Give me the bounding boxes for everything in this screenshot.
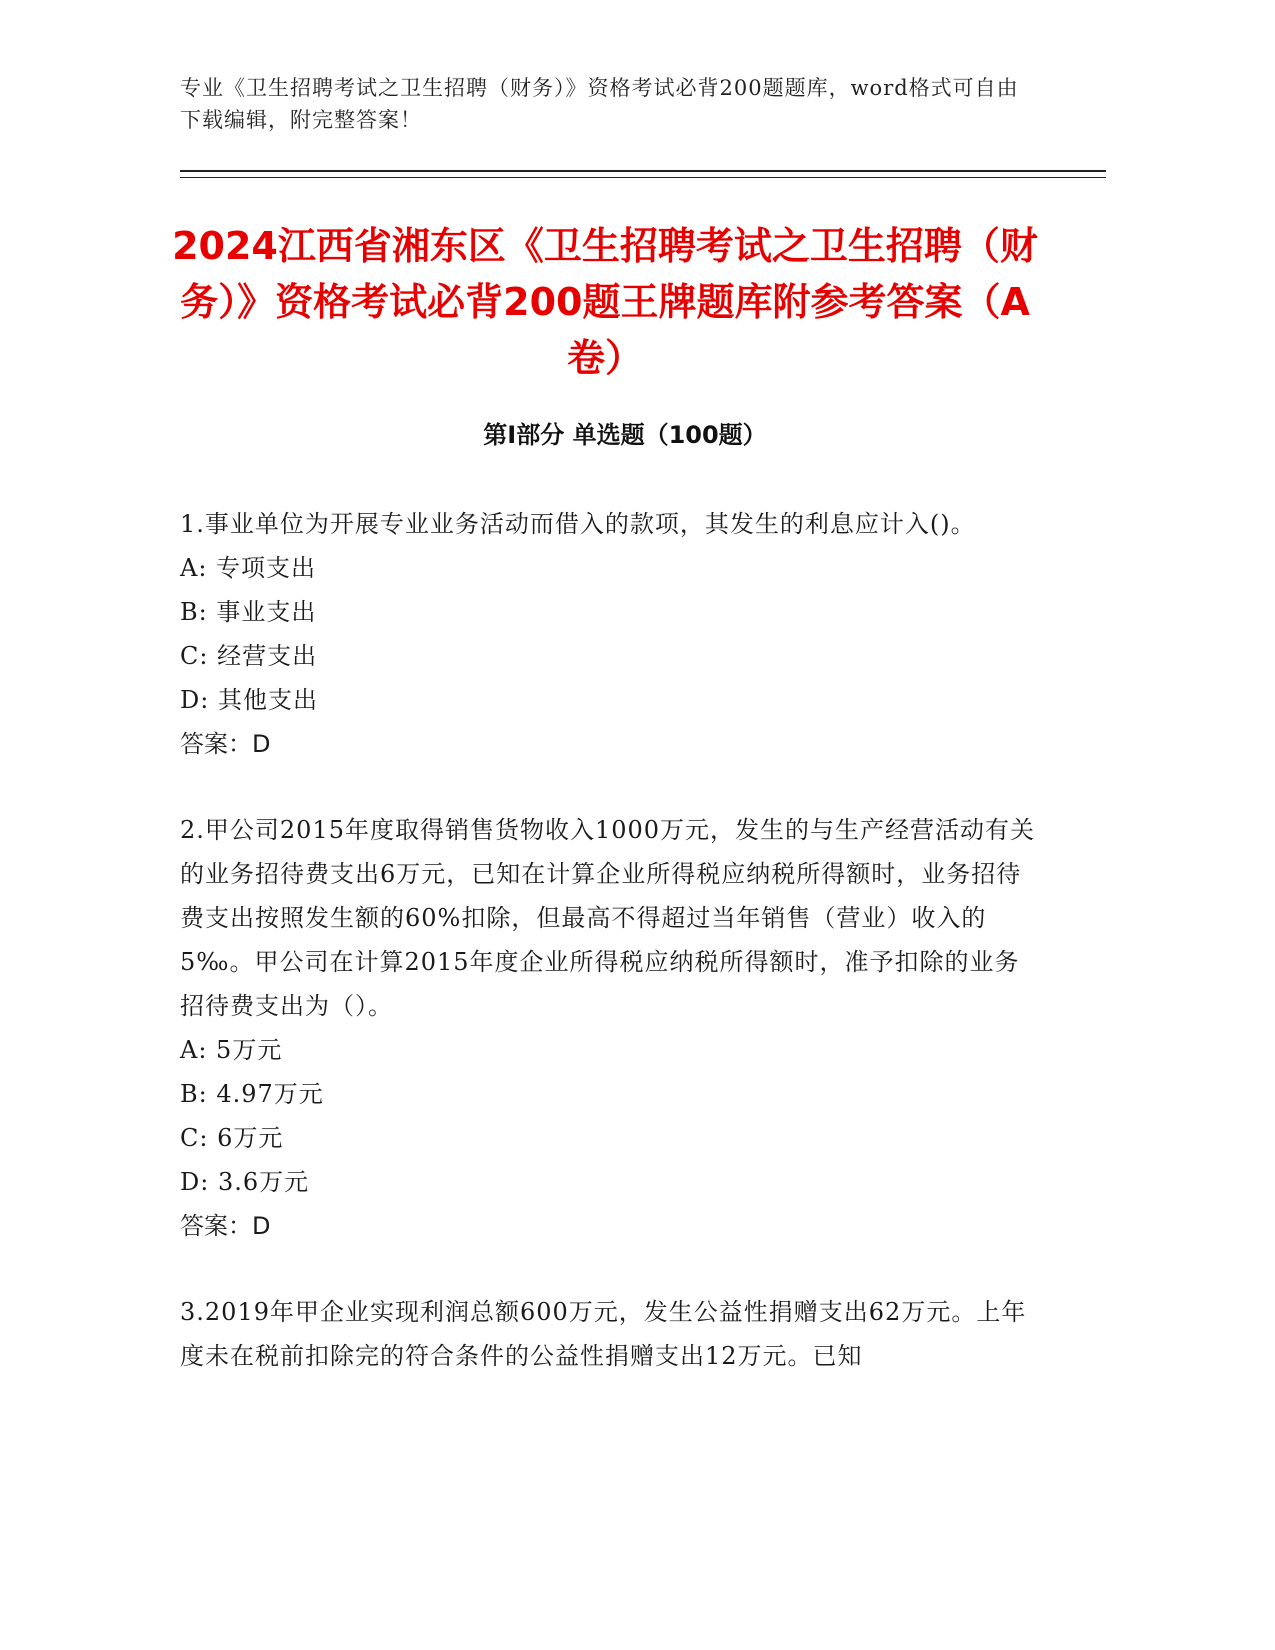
question-text: 1.事业单位为开展专业业务活动而借入的款项，其发生的利息应计入()。 [180, 510, 976, 538]
option-d: D: 其他支出 [180, 686, 318, 714]
question-1 [180, 502, 1040, 766]
answer: 答案：D [180, 730, 271, 758]
section-title: 第Ⅰ部分 单选题（100题） [483, 421, 767, 449]
question-3 [180, 1290, 1040, 1378]
header-divider-thick [180, 170, 1106, 172]
option-b: B: 4.97万元 [180, 1080, 324, 1108]
option-c: C: 6万元 [180, 1124, 284, 1152]
answer: 答案：D [180, 1212, 271, 1240]
option-a: A: 专项支出 [180, 554, 317, 582]
question-list [180, 502, 1040, 1420]
question-text: 3.2019年甲企业实现利润总额600万元，发生公益性捐赠支出62万元。上年度未在税前扣除完的符合条件的公益性捐赠支出12万元。已知 [180, 1298, 1027, 1370]
document-title: 2024江西省湘东区《卫生招聘考试之卫生招聘（财务）》资格考试必背200题王牌题库附参考答案（A卷） [172, 224, 1038, 380]
question-2 [180, 808, 1040, 1248]
option-d: D: 3.6万元 [180, 1168, 310, 1196]
question-text: 2.甲公司2015年度取得销售货物收入1000万元，发生的与生产经营活动有关的业务招待费支出6万元，已知在计算企业所得税应纳税所得额时，业务招待费支出按照发生额的60%扣除，但最高不得超过当年销售（营业）收入的5‰。甲公司在计算2015年度企业所得税应纳税所得额时，准予扣除的业务招待费支出为（）。 [180, 816, 1036, 1020]
option-a: A: 5万元 [180, 1036, 283, 1064]
header-divider-thin [180, 177, 1106, 178]
header-note: 专业《卫生招聘考试之卫生招聘（财务）》资格考试必背200题题库，word格式可自由下载编辑，附完整答案！ [180, 76, 1019, 132]
option-b: B: 事业支出 [180, 598, 317, 626]
option-c: C: 经营支出 [180, 642, 318, 670]
